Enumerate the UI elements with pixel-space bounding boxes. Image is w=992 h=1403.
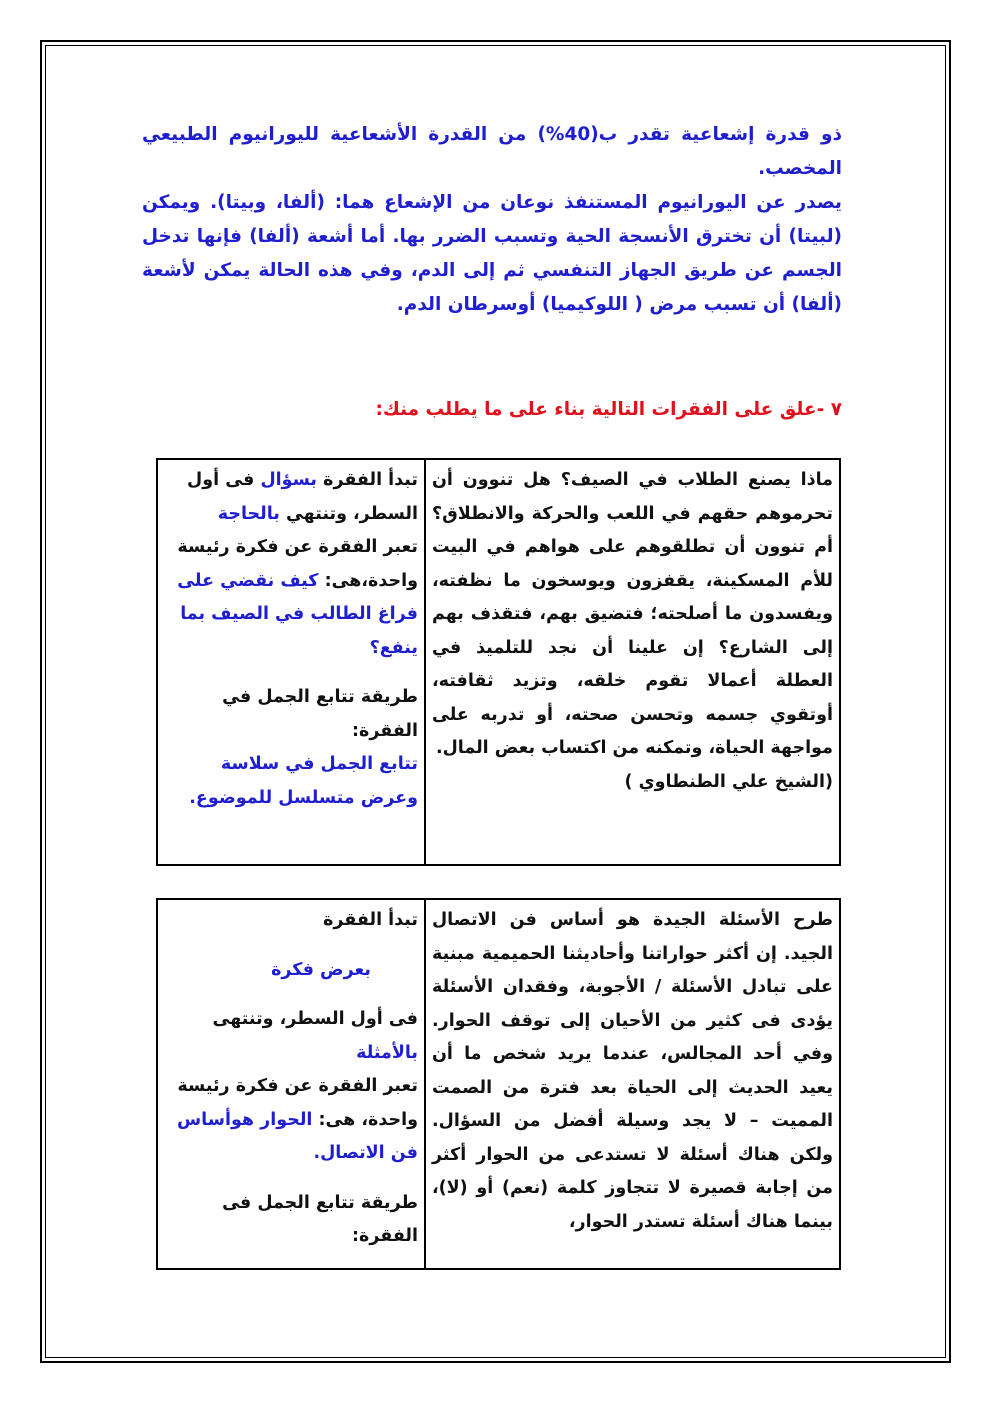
- spacer: [164, 987, 418, 1003]
- sequence-label: طريقة تتابع الجمل فى الفقرة:: [222, 1192, 418, 1246]
- main-idea: [164, 531, 418, 665]
- end-value: بالحاجة: [217, 503, 280, 524]
- intro-paragraph-1: ذو قدرة إشعاعية تقدر ب(40%) من القدرة الأشعاعية لليورانيوم الطبيعي المخصب.: [142, 124, 842, 179]
- passage-cell: [425, 899, 840, 1269]
- question-heading: ٧ -علق على الفقرات التالية بناء على ما يطلب منك:: [375, 399, 842, 420]
- start-prefix: تبدأ الفقرة: [317, 470, 418, 490]
- exercise-table-2: [156, 898, 841, 1270]
- passage-cell: [425, 459, 840, 865]
- idea-value: كيف نقضي على فراغ الطالب في الصيف بما ينفع؟: [177, 570, 418, 658]
- passage-text: طرح الأسئلة الجيدة هو أساس فن الاتصال الجيد. إن أكثر حواراتنا وأحاديثنا الحميمية مبنية على تبادل الأسئلة / الأجوبة، وفقدان الأسئلة يؤدى فى كثير من الأحيان إلى توقف الحوار. وفي أحد المجالس، عندما يريد شخص ما أن يعيد الحديث إلى الحياة بعد فترة من الصمت المميت – لا يجد وسيلة أفضل من السؤال. ولكن هناك أسئلة لا تستدعى من الحوار أكثر من إجابة قصيرة لا تتجاوز كلمة (نعم) أو (لا)، بينما هناك أسئلة تستدر الحوار،: [432, 910, 833, 1232]
- passage-author: (الشيخ علي الطنطاوي ): [624, 771, 833, 792]
- passage-text: ماذا يصنع الطلاب في الصيف؟ هل تنوون أن تحرموهم حقهم في اللعب والحركة والانطلاق؟ أم تنوون أن تطلقوهم على هواهم في البيت للأم المسكينة، يقفزون ويوسخون ما نظفته، ويفسدون ما أصلحته؛ فتضيق بهم، فتقذف بهم إلى الشارع؟ إن علينا أن نجد للتلميذ في العطلة أعمالا تقوم خلقه، وتزيد ثقافته، أوتقوي جسمه وتحسن صحته، أو تدربه على مواجهة الحياة، وتمكنه من اكتساب بعض المال.: [432, 470, 833, 758]
- start-value: بسؤال: [260, 470, 318, 490]
- start-suffix: فى أول السطر، وتنتهي: [187, 470, 418, 524]
- spacer: [164, 665, 418, 681]
- end-prefix: فى أول السطر، وتنتهى: [212, 1009, 418, 1029]
- sequence-value: تتابع الجمل في سلاسة وعرض متسلسل للموضوع.: [189, 754, 418, 808]
- main-idea: [164, 1070, 418, 1171]
- spacer: [164, 1171, 418, 1187]
- end-value: بالأمثلة: [356, 1042, 418, 1063]
- table-row: [157, 899, 840, 1269]
- idea-prefix: تعبر الفقرة عن فكرة رئيسة واحدة،هى:: [177, 537, 418, 591]
- idea-prefix: تعبر الفقرة عن فكرة رئيسة واحدة، هى:: [177, 1076, 418, 1130]
- exercise-table-1: [156, 458, 841, 866]
- analysis-cell: [157, 459, 425, 865]
- spacer: [164, 938, 418, 954]
- paragraph-end: [164, 1003, 418, 1070]
- table-row: [157, 459, 840, 865]
- analysis-cell: [157, 899, 425, 1269]
- start-value: بعرض فكرة: [271, 959, 371, 980]
- intro-text: [142, 118, 842, 322]
- idea-value: الحوار هوأساس فن الاتصال.: [177, 1109, 418, 1163]
- intro-paragraph-2: يصدر عن اليورانيوم المستنفذ نوعان من الإشعاع هما: (ألفا، وبيتا). ويمكن (لبيتا) أن تخترق الأنسجة الحية وتسبب الضرر بها. أما أشعة (ألفا) فإنها تدخل الجسم عن طريق الجهاز التنفسي ثم إلى الدم، وفي هذه الحالة يمكن لأشعة (ألفا) أن تسبب مرض ( اللوكيميا) أوسرطان الدم.: [142, 192, 842, 315]
- paragraph-start: [164, 464, 418, 531]
- sequence-label: طريقة تتابع الجمل في الفقرة:: [222, 687, 418, 741]
- start-label: تبدأ الفقرة: [323, 910, 418, 930]
